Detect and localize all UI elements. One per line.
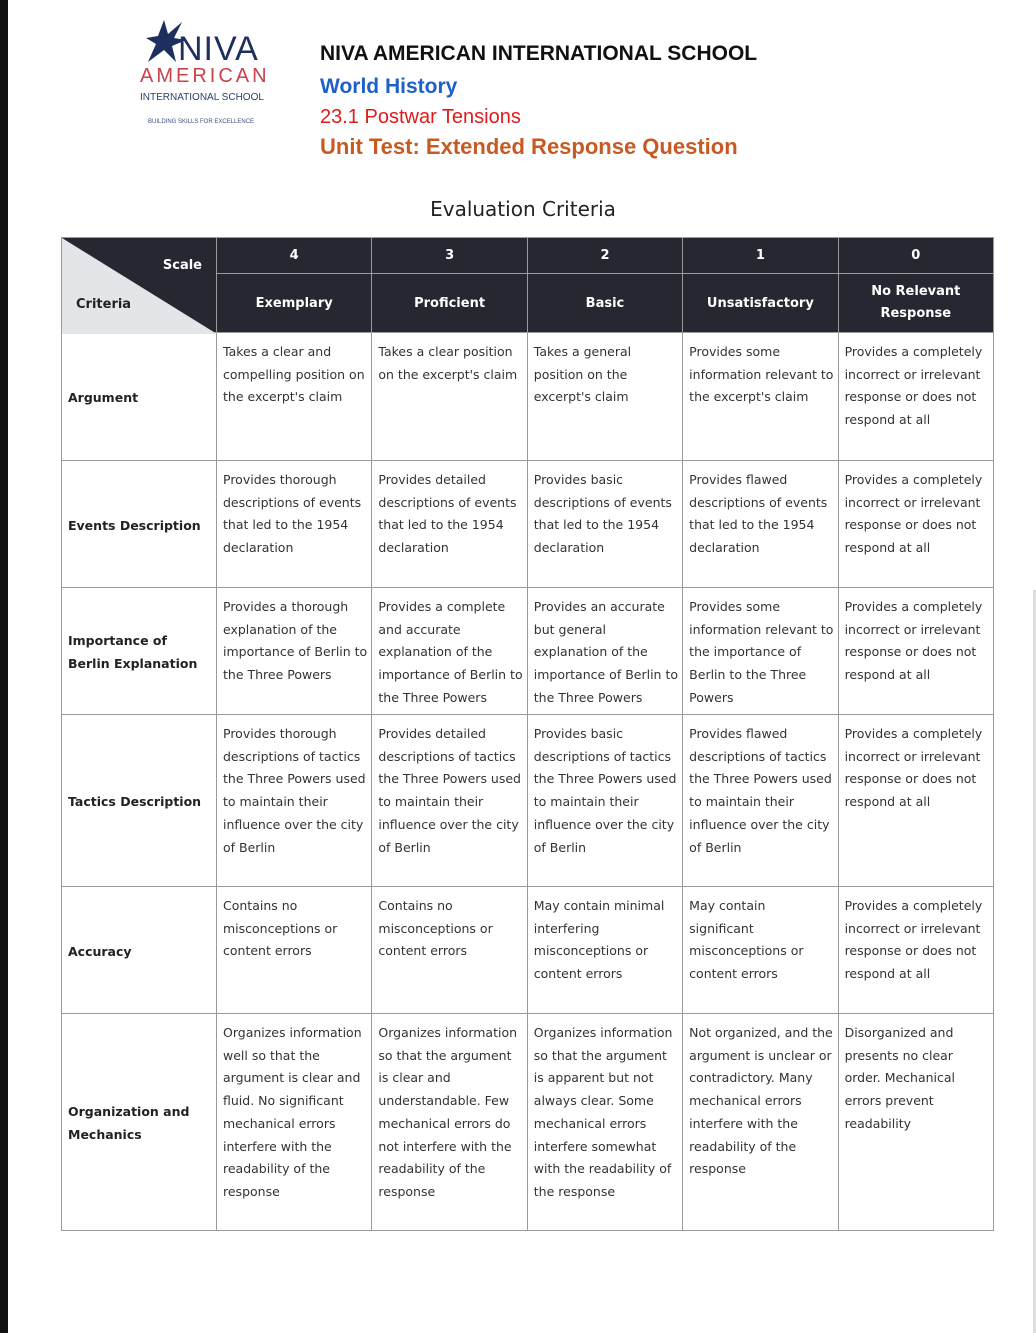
level-header: No Relevant Response [838, 274, 993, 333]
rubric-cell: Provides some information relevant to the excerpt's claim [683, 333, 838, 461]
rubric-cell: Organizes information so that the argument is apparent but not always clear. Some mechanical errors interfere somewhat with the readability of the response [527, 1014, 682, 1231]
table-row [62, 887, 994, 1014]
table-row [62, 715, 994, 887]
rubric-table [61, 237, 994, 1231]
level-header: Basic [527, 274, 682, 333]
table-row [62, 588, 994, 715]
level-header: Exemplary [217, 274, 372, 333]
school-logo [138, 18, 278, 133]
table-row [62, 461, 994, 588]
rubric-cell: Provides a completely incorrect or irrelevant response or does not respond at all [838, 887, 993, 1014]
rubric-cell: May contain minimal interfering misconceptions or content errors [527, 887, 682, 1014]
score-header: 1 [683, 238, 838, 274]
score-header: 3 [372, 238, 527, 274]
rubric-cell: Provides a thorough explanation of the importance of Berlin to the Three Powers [217, 588, 372, 715]
rubric-cell: Provides a complete and accurate explanation of the importance of Berlin to the Three Powers [372, 588, 527, 715]
criterion-cell: Argument [62, 333, 217, 461]
criteria-label: Criteria [76, 297, 132, 312]
rubric-cell: Provides basic descriptions of events that led to the 1954 declaration [527, 461, 682, 588]
rubric-cell: Provides a completely incorrect or irrelevant response or does not respond at all [838, 588, 993, 715]
score-header: 0 [838, 238, 993, 274]
subject: World History [320, 75, 458, 98]
rubric-cell: Disorganized and presents no clear order. Mechanical errors prevent readability [838, 1014, 993, 1231]
logo-intl: INTERNATIONAL SCHOOL [140, 92, 264, 103]
rubric-cell: Provides thorough descriptions of tactics the Three Powers used to maintain their influence over the city of Berlin [217, 715, 372, 887]
table-caption: Evaluation Criteria [430, 197, 616, 221]
rubric-cell: Provides an accurate but general explanation of the importance of Berlin to the Three Powers [527, 588, 682, 715]
logo-niva: NIVA [178, 30, 259, 68]
rubric-cell: Provides a completely incorrect or irrelevant response or does not respond at all [838, 715, 993, 887]
criterion-cell: Accuracy [62, 887, 217, 1014]
lesson: 23.1 Postwar Tensions [320, 106, 521, 128]
rubric-cell: Organizes information so that the argument is clear and understandable. Few mechanical errors do not interfere with the readability of the response [372, 1014, 527, 1231]
rubric-cell: May contain significant misconceptions or content errors [683, 887, 838, 1014]
corner-header [62, 238, 217, 333]
rubric-cell: Provides detailed descriptions of tactics the Three Powers used to maintain their influence over the city of Berlin [372, 715, 527, 887]
table-row [62, 333, 994, 461]
rubric-cell: Not organized, and the argument is unclear or contradictory. Many mechanical errors interfere with the readability of the response [683, 1014, 838, 1231]
rubric-cell: Organizes information well so that the argument is clear and fluid. No significant mechanical errors interfere with the readability of the response [217, 1014, 372, 1231]
rubric-cell: Provides a completely incorrect or irrelevant response or does not respond at all [838, 333, 993, 461]
rubric-cell: Provides flawed descriptions of tactics the Three Powers used to maintain their influence over the city of Berlin [683, 715, 838, 887]
rubric-cell: Provides detailed descriptions of events that led to the 1954 declaration [372, 461, 527, 588]
rubric-cell: Provides basic descriptions of tactics the Three Powers used to maintain their influence over the city of Berlin [527, 715, 682, 887]
rubric-cell: Provides a completely incorrect or irrelevant response or does not respond at all [838, 461, 993, 588]
level-header: Proficient [372, 274, 527, 333]
rubric-cell: Takes a clear and compelling position on the excerpt's claim [217, 333, 372, 461]
criterion-cell: Organization and Mechanics [62, 1014, 217, 1231]
score-header: 4 [217, 238, 372, 274]
table-row [62, 1014, 994, 1231]
score-header: 2 [527, 238, 682, 274]
logo-american: AMERICAN [140, 65, 270, 87]
rubric-cell: Contains no misconceptions or content errors [217, 887, 372, 1014]
rubric-cell: Takes a clear position on the excerpt's claim [372, 333, 527, 461]
rubric-cell: Provides some information relevant to the importance of Berlin to the Three Powers [683, 588, 838, 715]
criterion-cell: Importance of Berlin Explanation [62, 588, 217, 715]
criterion-cell: Events Description [62, 461, 217, 588]
criterion-cell: Tactics Description [62, 715, 217, 887]
rubric-cell: Takes a general position on the excerpt's claim [527, 333, 682, 461]
rubric-cell: Provides flawed descriptions of events that led to the 1954 declaration [683, 461, 838, 588]
rubric-cell: Provides thorough descriptions of events that led to the 1954 declaration [217, 461, 372, 588]
logo-tagline: BUILDING SKILLS FOR EXCELLENCE [148, 119, 255, 125]
scale-label: Scale [162, 258, 202, 273]
test-title: Unit Test: Extended Response Question [320, 134, 738, 159]
level-header: Unsatisfactory [683, 274, 838, 333]
rubric-cell: Contains no misconceptions or content errors [372, 887, 527, 1014]
school-name: NIVA AMERICAN INTERNATIONAL SCHOOL [320, 42, 758, 65]
